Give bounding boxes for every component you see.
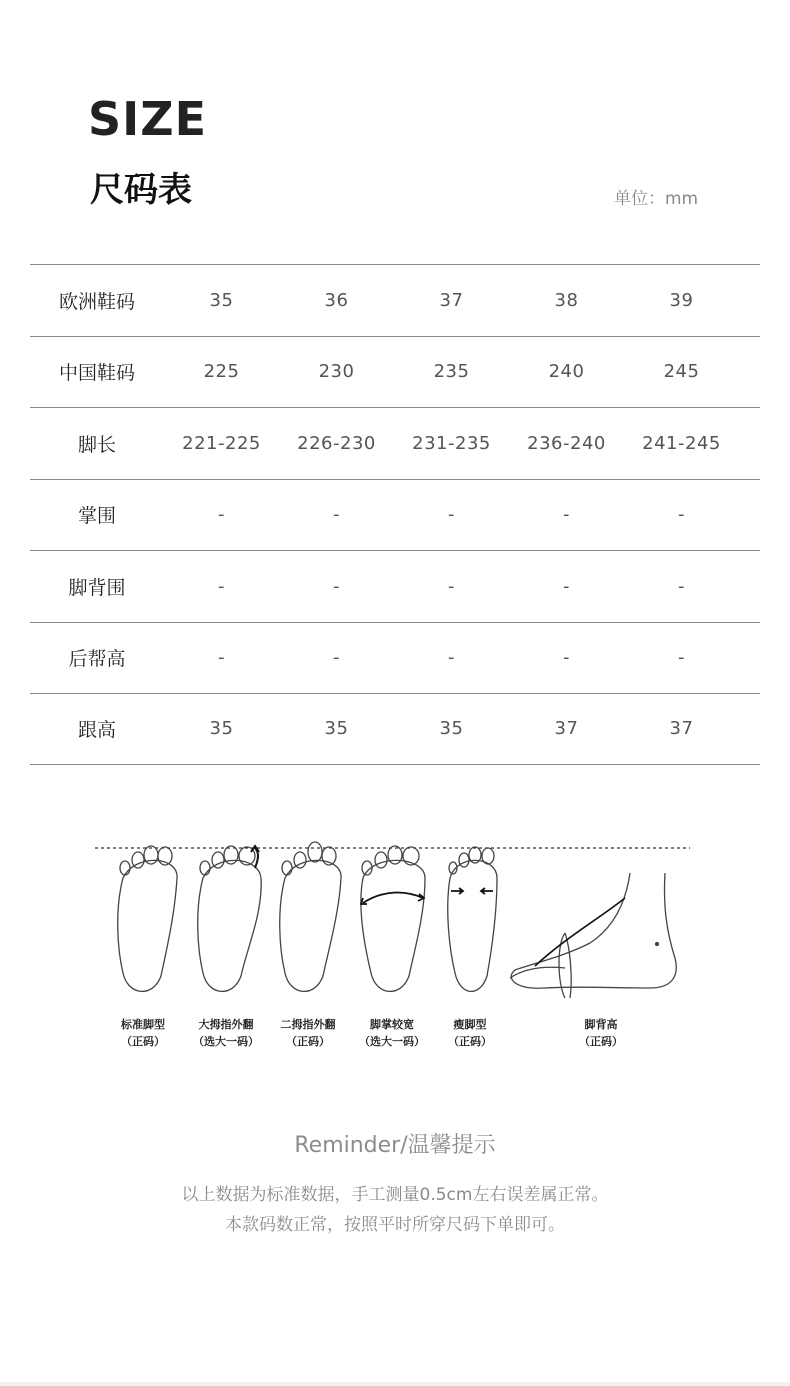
foot-type-label	[420, 1016, 520, 1050]
table-cell: -	[218, 647, 225, 669]
table-cell: -	[333, 504, 340, 526]
table-cell: -	[678, 575, 685, 597]
table-cell: -	[448, 504, 455, 526]
bottom-divider	[0, 1382, 790, 1386]
reminder-text: 本款码数正常，按照平时所穿尺码下单即可。	[225, 1215, 565, 1235]
table-cell: 236-240	[527, 432, 606, 454]
bunion-foot-icon	[198, 846, 261, 991]
table-cell: 221-225	[182, 432, 261, 454]
row-label: 欧洲鞋码	[58, 290, 135, 313]
table-row	[30, 264, 760, 336]
table-row	[30, 407, 760, 479]
table-cell: 241-245	[642, 432, 721, 454]
table-row	[30, 479, 760, 551]
table-cell: 226-230	[297, 432, 376, 454]
row-label: 脚长	[77, 433, 116, 456]
page-subtitle: 尺码表	[90, 170, 192, 210]
table-cell: 240	[548, 361, 585, 383]
foot-type-advice: （正码）	[448, 1035, 492, 1048]
high-instep-foot-icon	[510, 873, 676, 998]
foot-type-name: 脚背高	[584, 1018, 618, 1031]
table-cell: 37	[439, 289, 464, 311]
foot-type-name: 标准脚型	[121, 1018, 165, 1031]
table-cell: 35	[209, 289, 234, 311]
foot-type-advice: （正码）	[286, 1035, 330, 1048]
foot-type-advice: （选大一码）	[193, 1035, 259, 1048]
foot-type-name: 二拇指外翻	[280, 1018, 336, 1031]
table-cell: 235	[433, 361, 470, 383]
table-cell: -	[218, 504, 225, 526]
reminder-text: 以上数据为标准数据，手工测量0.5cm左右误差属正常。	[181, 1185, 609, 1205]
foot-type-advice: （正码）	[121, 1035, 165, 1048]
standard-foot-icon	[118, 846, 177, 991]
table-cell: -	[678, 504, 685, 526]
row-label: 脚背围	[68, 576, 126, 599]
foot-type-name: 大拇指外翻	[198, 1018, 254, 1031]
wide-foot-icon	[361, 846, 425, 991]
row-label: 中国鞋码	[58, 362, 135, 385]
table-cell: -	[448, 647, 455, 669]
page-title: SIZE	[88, 92, 208, 146]
table-cell: -	[678, 647, 685, 669]
table-cell: 39	[669, 289, 694, 311]
table-cell: -	[563, 504, 570, 526]
table-cell: -	[218, 575, 225, 597]
row-label: 后帮高	[68, 648, 126, 671]
table-cell: 37	[669, 718, 694, 740]
table-cell: 35	[324, 718, 349, 740]
foot-type-name: 脚掌较宽	[370, 1018, 414, 1031]
table-row	[30, 622, 760, 694]
size-table	[30, 264, 760, 765]
table-cell: -	[563, 575, 570, 597]
table-cell: 231-235	[412, 432, 491, 454]
foot-type-advice: （正码）	[579, 1035, 623, 1048]
table-row	[30, 693, 760, 765]
foot-type-label	[551, 1016, 651, 1050]
foot-type-advice: （选大一码）	[359, 1035, 425, 1048]
reminder-title: Reminder/温馨提示	[294, 1133, 496, 1158]
table-cell: -	[448, 575, 455, 597]
table-cell: 37	[554, 718, 579, 740]
table-cell: 225	[203, 361, 240, 383]
table-cell: -	[333, 647, 340, 669]
table-cell: -	[563, 647, 570, 669]
table-cell: -	[333, 575, 340, 597]
second-toe-foot-icon	[280, 842, 341, 991]
row-label: 掌围	[77, 505, 116, 528]
table-cell: 38	[554, 289, 579, 311]
table-cell: 35	[439, 718, 464, 740]
table-row	[30, 336, 760, 408]
table-row	[30, 550, 760, 622]
table-cell: 245	[663, 361, 700, 383]
row-label: 跟高	[77, 719, 116, 742]
table-cell: 36	[324, 289, 349, 311]
table-cell: 230	[318, 361, 355, 383]
unit-label: 单位：mm	[614, 189, 699, 209]
slim-foot-icon	[448, 847, 497, 991]
foot-type-name: 瘦脚型	[453, 1018, 487, 1031]
table-cell: 35	[209, 718, 234, 740]
